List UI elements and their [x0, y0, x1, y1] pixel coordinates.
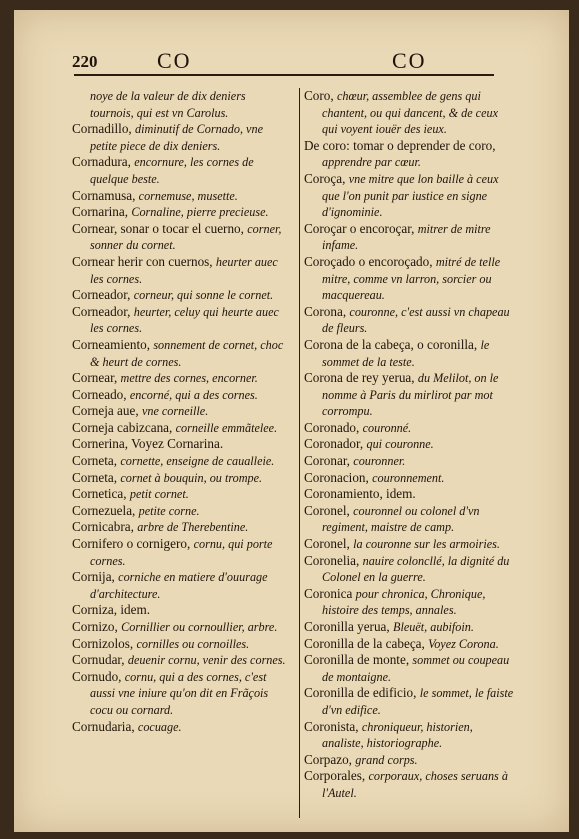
entry-headword: Cornarina,	[72, 204, 129, 220]
dictionary-entry	[72, 486, 292, 503]
entry-definition: le sommet, le faiste d'vn edifice.	[322, 686, 514, 717]
entry-headword: Cornija,	[72, 569, 115, 585]
entry-definition: cornet à bouquin, ou trompe.	[120, 470, 263, 485]
entry-headword: Coronar,	[304, 453, 350, 469]
dictionary-entry	[72, 337, 292, 370]
dictionary-entry	[72, 719, 292, 736]
entry-definition: vne mitre que lon baille à ceux que l'on punit par iustice en signe d'ignominie.	[322, 171, 499, 220]
entry-definition: couronné.	[362, 420, 412, 435]
entry-headword: Coronilla de monte,	[304, 652, 410, 668]
dictionary-entry	[72, 304, 292, 337]
dictionary-entry	[304, 586, 516, 619]
dictionary-entry	[304, 768, 516, 801]
entry-headword: Cornetica,	[72, 486, 127, 502]
entry-headword: Cornear,	[72, 370, 118, 386]
dictionary-entry	[304, 337, 516, 370]
entry-definition: pour chronica, Chronique, histoire des temps, annales.	[322, 586, 486, 618]
entry-headword: Coronilla de la cabeça,	[304, 635, 425, 651]
entry-headword: Corneta,	[72, 453, 118, 469]
page-number: 220	[72, 52, 98, 71]
dictionary-entry	[304, 221, 516, 254]
dictionary-entry	[72, 669, 292, 719]
dictionary-entry	[72, 519, 292, 536]
entry-headword: Coronilla yerua,	[304, 619, 390, 634]
entry-headword: Coronelia,	[304, 552, 360, 568]
entry-definition: grand corps.	[355, 752, 418, 767]
entry-definition: corniche en matiere d'ouurage d'architecture.	[90, 570, 268, 601]
entry-definition: Voyez Corona.	[428, 636, 499, 651]
dictionary-entry	[72, 536, 292, 569]
entry-headword: Coronica	[304, 585, 353, 601]
dictionary-entry	[72, 188, 292, 205]
left-column	[72, 88, 292, 735]
entry-headword: Cornudar,	[72, 652, 125, 668]
left-guide-word: CO	[157, 48, 192, 73]
dictionary-entry	[304, 652, 516, 685]
entry-definition: chœur, assemblee de gens qui chantent, ou qui dancent, & de ceux qui voyent iouër des ieux.	[322, 89, 498, 137]
dictionary-entry	[72, 453, 292, 470]
entry-definition: deuenir cornu, venir des cornes.	[127, 653, 286, 668]
entry-headword: Cornezuela,	[72, 502, 136, 518]
entry-headword: Coronilla de edificio,	[304, 685, 417, 701]
entry-definition: qui couronne.	[366, 437, 434, 452]
entry-headword: Cornizolos,	[72, 635, 134, 651]
entry-headword: Coronado,	[304, 419, 360, 435]
entry-headword: Corneamiento,	[72, 336, 151, 352]
dictionary-entry	[72, 569, 292, 602]
entry-definition: couronnement.	[372, 470, 445, 485]
entry-definition: petit cornet.	[129, 487, 189, 502]
entry-definition: sommet ou coupeau de montaigne.	[322, 653, 510, 684]
entry-definition: corporaux, choses seruans à l'Autel.	[322, 769, 508, 800]
entry-headword: Coronamiento, idem.	[304, 486, 416, 502]
entry-definition: arbre de Therebentine.	[137, 520, 249, 535]
dictionary-entry	[304, 254, 516, 304]
right-column	[304, 88, 516, 802]
dictionary-entry	[72, 420, 292, 437]
dictionary-entry	[304, 420, 516, 437]
entry-headword: Cornizo,	[72, 619, 118, 634]
entry-definition: mitrer de mitre infame.	[322, 221, 491, 253]
dictionary-entry	[72, 503, 292, 520]
entry-headword: Cornicabra,	[72, 519, 134, 535]
dictionary-entry	[72, 619, 292, 636]
dictionary-entry	[72, 403, 292, 420]
entry-headword: Coronel,	[304, 502, 350, 518]
entry-definition: couronne, c'est aussi vn chapeau de fleurs.	[322, 304, 510, 336]
dictionary-entry	[304, 370, 516, 420]
dictionary-entry	[72, 652, 292, 669]
entry-definition: cornu, qui a des cornes, c'est aussi vne iniure qu'on dit en Frãçois cocu ou cornard.	[90, 669, 269, 717]
entry-definition: chroniqueur, historien, analiste, historiographe.	[322, 719, 473, 751]
entry-definition: cornu, qui porte cornes.	[90, 537, 273, 568]
entry-definition: mitré de telle mitre, comme vn larron, sorcier ou macquereau.	[322, 254, 501, 303]
entry-headword: Coroçado o encoroçado,	[304, 253, 433, 269]
dictionary-entry	[72, 121, 292, 154]
entry-definition: diminutif de Cornado, vne petite piece de dix deniers.	[90, 122, 263, 153]
entry-definition: Cornaline, pierre precieuse.	[131, 205, 269, 220]
entry-definition: Bleuët, aubifoin.	[393, 620, 474, 634]
entry-definition: du Melilot, on le nomme à Paris du mirlirot par mot corrompu.	[322, 371, 499, 419]
entry-headword: Cornear, sonar o tocar el cuerno,	[72, 220, 244, 236]
entry-definition: nauire coloncllé, la dignité du Colonel en la guerre.	[322, 553, 510, 585]
entry-definition: vne corneille.	[141, 404, 209, 419]
dictionary-entry	[304, 171, 516, 221]
entry-definition: corner, sonner du cornet.	[90, 221, 282, 253]
entry-headword: Corporales,	[304, 768, 366, 784]
dictionary-entry	[72, 602, 292, 619]
entry-definition: cornette, enseigne de caualleie.	[120, 454, 275, 469]
dictionary-entry	[72, 636, 292, 653]
column-divider	[299, 88, 300, 818]
dictionary-entry	[304, 553, 516, 586]
dictionary-entry	[304, 619, 516, 636]
dictionary-entry	[304, 436, 516, 453]
dictionary-entry	[72, 254, 292, 287]
entry-headword: Coroça,	[304, 170, 346, 186]
entry-definition: apprendre par cœur.	[322, 155, 421, 170]
dictionary-entry	[304, 138, 516, 171]
book-page	[14, 10, 569, 832]
right-guide-word: CO	[392, 48, 427, 73]
entry-definition: heurter auec les cornes.	[90, 254, 278, 286]
dictionary-entry	[304, 636, 516, 653]
entry-definition: corneille emmãtelee.	[175, 420, 278, 435]
dictionary-entry	[72, 154, 292, 187]
entry-headword: Cornudaria,	[72, 718, 135, 734]
dictionary-entry	[304, 470, 516, 487]
entry-headword: De coro: tomar o deprender de coro,	[304, 137, 496, 153]
entry-headword: Cornear herir con cuernos,	[72, 253, 213, 269]
entry-definition: heurter, celuy qui heurte auec les cornes.	[90, 304, 279, 336]
dictionary-entry	[304, 453, 516, 470]
dictionary-entry	[72, 370, 292, 387]
entry-headword: Coroçar o encoroçar,	[304, 220, 415, 236]
entry-definition: la couronne sur les armoiries.	[353, 537, 500, 552]
dictionary-entry	[72, 287, 292, 304]
dictionary-entry	[304, 304, 516, 337]
entry-definition: couronnel ou colonel d'vn regiment, maistre de camp.	[322, 503, 480, 535]
dictionary-entry	[304, 536, 516, 553]
entry-definition: mettre des cornes, encorner.	[120, 371, 258, 386]
entry-headword: Corneado,	[72, 386, 127, 402]
entry-headword: Coronel,	[304, 536, 350, 552]
entry-definition: encorné, qui a des cornes.	[129, 387, 258, 402]
entry-headword: Corneja aue,	[72, 403, 139, 419]
entry-headword: Cornerina, Voyez Cornarina.	[72, 436, 224, 452]
dictionary-entry	[72, 470, 292, 487]
entry-headword: Corneador,	[72, 303, 131, 319]
entry-definition: encornure, les cornes de quelque beste.	[90, 155, 254, 186]
dictionary-entry	[304, 88, 516, 138]
entry-headword: Corona de la cabeça, o coronilla,	[304, 336, 478, 352]
entry-headword: Cornudo,	[72, 668, 122, 684]
entry-definition: couronner.	[353, 454, 406, 469]
entry-headword: Corniza, idem.	[72, 602, 151, 618]
dictionary-entry	[72, 387, 292, 404]
entry-headword: Corneador,	[72, 287, 131, 303]
dictionary-entry	[72, 204, 292, 221]
entry-headword: Cornadura,	[72, 154, 131, 170]
entry-headword: Corona de rey yerua,	[304, 370, 415, 386]
dictionary-entry	[72, 88, 292, 121]
page-header	[14, 48, 569, 76]
entry-definition: cornilles ou cornoilles.	[136, 636, 250, 651]
entry-headword: Coronador,	[304, 436, 364, 452]
entry-definition: cocuage.	[137, 719, 182, 734]
dictionary-entry	[72, 436, 292, 453]
entry-headword: Coronacion,	[304, 469, 369, 485]
entry-definition: petite corne.	[138, 503, 200, 518]
dictionary-entry	[304, 719, 516, 752]
entry-definition: Cornillier ou cornoullier, arbre.	[121, 620, 278, 634]
entry-definition: corneur, qui sonne le cornet.	[133, 288, 274, 303]
entry-headword: Corona,	[304, 303, 347, 319]
entry-definition: noye de la valeur de dix deniers tournois, qui est vn Carolus.	[90, 89, 246, 120]
entry-headword: Coro,	[304, 88, 334, 103]
entry-definition: cornemuse, musette.	[138, 188, 238, 203]
entry-headword: Cornamusa,	[72, 187, 136, 203]
dictionary-entry	[304, 752, 516, 769]
entry-headword: Corneta,	[72, 469, 118, 485]
dictionary-entry	[304, 685, 516, 718]
dictionary-entry	[304, 503, 516, 536]
dictionary-entry	[72, 221, 292, 254]
dictionary-entry	[304, 486, 516, 503]
entry-headword: Corpazo,	[304, 751, 352, 767]
entry-headword: Coronista,	[304, 718, 359, 734]
entry-definition: sonnement de cornet, choc & heurt de cornes.	[90, 337, 284, 369]
entry-definition: le sommet de la teste.	[322, 337, 490, 369]
entry-headword: Corneja cabizcana,	[72, 419, 173, 435]
entry-headword: Cornadillo,	[72, 121, 132, 137]
entry-headword: Cornifero o cornigero,	[72, 536, 191, 552]
